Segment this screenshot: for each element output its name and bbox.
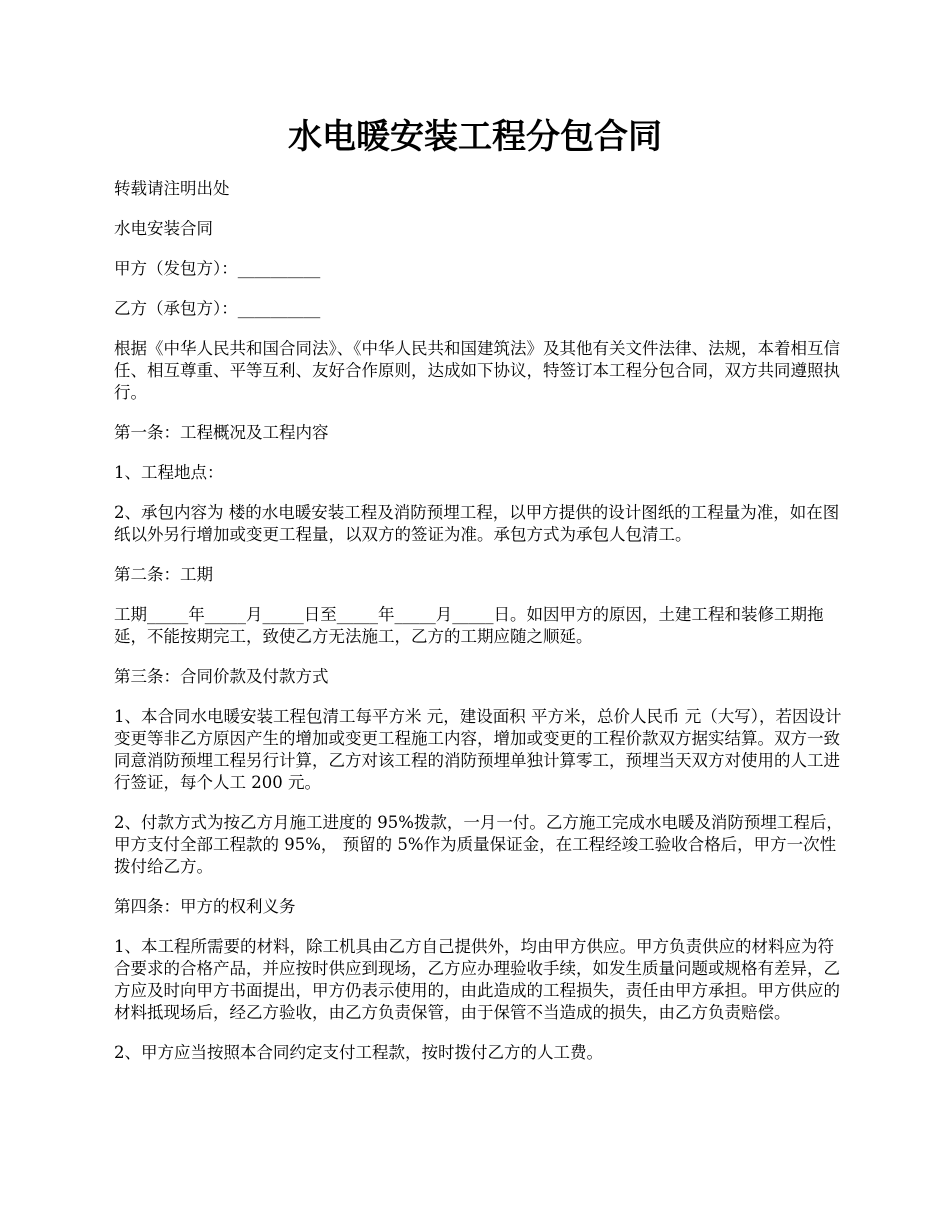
article-4-item-1: 1、本工程所需要的材料，除工机具由乙方自己提供外，均由甲方供应。甲方负责供应的材料应为符合要求的合格产品，并应按时供应到现场，乙方应办理验收手续，如发生质量问题或规格有差异，乙方应及时向甲方书面提出，甲方仍表示使用的，由此造成的工程损失，责任由甲方承担。甲方供应的材料抵现场后，经乙方验收，由乙方负责保管，由于保管不当造成的损失，由乙方负责赔偿。 <box>114 937 840 1022</box>
article-4-item-2: 2、甲方应当按照本合同约定支付工程款，按时拨付乙方的人工费。 <box>114 1043 603 1062</box>
article-2-heading: 第二条：工期 <box>114 565 213 584</box>
contract-subtitle: 水电安装合同 <box>114 219 213 238</box>
party-a-line: 甲方（发包方）：__________ <box>114 259 321 278</box>
article-2-body: 工期_____年_____月_____日至_____年_____月_____日。如因甲方的原因，土建工程和装修工期拖延，不能按期完工，致使乙方无法施工，乙方的工期应随之顺延。 <box>114 605 824 646</box>
article-4-heading: 第四条：甲方的权利义务 <box>114 897 296 916</box>
article-3-item-2: 2、付款方式为按乙方月施工进度的 95%拨款，一月一付。乙方施工完成水电暖及消防预埋工程后，甲方支付全部工程款的 95%， 预留的 5%作为质量保证金，在工程经竣工验收合格后，甲方一次性拨付给乙方。 <box>114 813 843 876</box>
preamble-paragraph: 根据《中华人民共和国合同法》、《中华人民共和国建筑法》及其他有关文件法律、法规，本着相互信任、相互尊重、平等互利、友好合作原则，达成如下协议，特签订本工程分包合同，双方共同遵照执行。 <box>114 339 840 402</box>
article-1-item-1: 1、工程地点： <box>114 463 224 482</box>
article-1-heading: 第一条：工程概况及工程内容 <box>114 423 329 442</box>
document-body <box>114 178 844 1082</box>
article-1-item-2: 2、承包内容为 楼的水电暖安装工程及消防预埋工程，以甲方提供的设计图纸的工程量为准，如在图纸以外另行增加或变更工程量，以双方的签证为准。承包方式为承包人包清工。 <box>114 503 840 544</box>
document-title: 水电暖安装工程分包合同 <box>288 117 662 157</box>
article-3-heading: 第三条：合同价款及付款方式 <box>114 667 329 686</box>
article-3-item-1: 1、本合同水电暖安装工程包清工每平方米 元，建设面积 平方米，总价人民币 元（大写），若因设计变更等非乙方原因产生的增加或变更工程施工内容，增加或变更的工程价款双方据实结算。双方一致同意消防预埋工程另行计算，乙方对该工程的消防预埋单独计算零工，预埋当天双方对使用的人工进行签证，每个人工 200 元。 <box>114 707 842 792</box>
party-b-line: 乙方（承包方）：__________ <box>114 299 321 318</box>
reprint-notice: 转载请注明出处 <box>114 179 230 198</box>
